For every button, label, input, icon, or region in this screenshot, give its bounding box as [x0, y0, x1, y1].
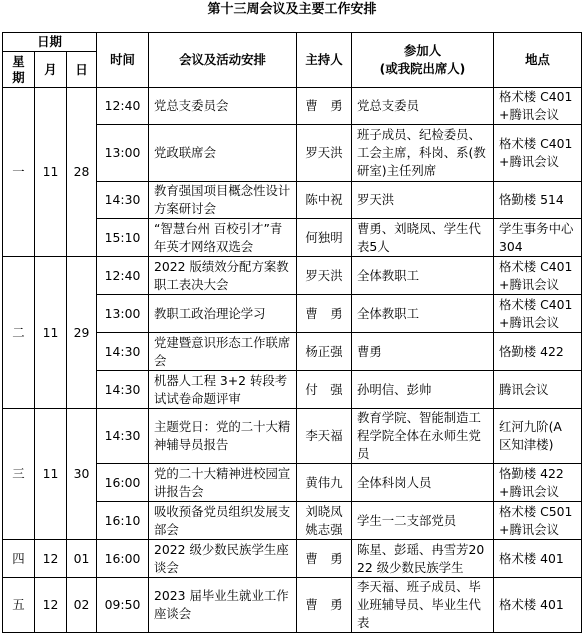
time-cell: 13:00 — [97, 295, 149, 333]
time-cell: 16:00 — [97, 464, 149, 502]
time-cell: 16:10 — [97, 502, 149, 540]
header-meeting: 会议及活动安排 — [149, 33, 297, 88]
location-cell: 格术楼 C401+腾讯会议 — [494, 295, 582, 333]
weekday-cell: 一 — [3, 88, 35, 257]
header-week-text: 星期 — [12, 53, 25, 85]
meeting-cell: 吸收预备党员组织发展支部会 — [149, 502, 297, 540]
header-attendees-main: 参加人 — [403, 43, 442, 58]
meeting-cell: 主题党日：党的二十大精神辅导员报告 — [149, 409, 297, 464]
time-cell: 15:10 — [97, 219, 149, 257]
meeting-cell: 2023 届毕业生就业工作座谈会 — [149, 578, 297, 633]
attendees-cell: 曹勇 — [352, 333, 494, 371]
header-week — [3, 52, 35, 88]
time-cell: 14:30 — [97, 371, 149, 409]
host-cell: 曹 勇 — [297, 578, 352, 633]
location-cell: 格术楼 401 — [494, 540, 582, 578]
host-cell: 罗天洪 — [297, 125, 352, 182]
attendees-cell: 罗天洪 — [352, 182, 494, 219]
host-cell: 杨正强 — [297, 333, 352, 371]
location-cell: 恪勤楼 514 — [494, 182, 582, 219]
host-cell: 黄伟九 — [297, 464, 352, 502]
location-cell: 格术楼 C401+腾讯会议 — [494, 88, 582, 125]
location-cell: 学生事务中心 304 — [494, 219, 582, 257]
time-cell: 14:30 — [97, 333, 149, 371]
meeting-cell: 党建暨意识形态工作联席会 — [149, 333, 297, 371]
host-cell: 曹 勇 — [297, 295, 352, 333]
host-cell: 付 强 — [297, 371, 352, 409]
time-cell: 09:50 — [97, 578, 149, 633]
table-row — [3, 409, 582, 464]
location-cell: 恪勤楼 422+腾讯会议 — [494, 464, 582, 502]
time-cell: 12:40 — [97, 257, 149, 295]
header-location: 地点 — [494, 33, 582, 88]
time-cell: 13:00 — [97, 125, 149, 182]
attendees-cell: 陈星、彭瑶、冉雪芳2022 级少数民族学生 — [352, 540, 494, 578]
host-cell: 曹 勇 — [297, 88, 352, 125]
day-cell: 28 — [67, 88, 97, 257]
time-cell: 16:00 — [97, 540, 149, 578]
month-cell: 12 — [35, 578, 67, 633]
location-cell: 格术楼 C401+腾讯会议 — [494, 125, 582, 182]
meeting-cell: 2022 版绩效分配方案教职工表决大会 — [149, 257, 297, 295]
weekday-cell: 三 — [3, 409, 35, 540]
header-host: 主持人 — [297, 33, 352, 88]
day-cell: 30 — [67, 409, 97, 540]
attendees-cell: 全体教职工 — [352, 257, 494, 295]
attendees-cell: 学生一二支部党员 — [352, 502, 494, 540]
header-attendees — [352, 33, 494, 88]
location-cell: 恪勤楼 422 — [494, 333, 582, 371]
header-date: 日期 — [3, 33, 97, 52]
host-cell: 李天福 — [297, 409, 352, 464]
schedule-table — [2, 32, 582, 633]
table-row — [3, 578, 582, 633]
location-cell: 腾讯会议 — [494, 371, 582, 409]
time-cell: 12:40 — [97, 88, 149, 125]
header-row-1 — [3, 33, 582, 52]
month-cell: 12 — [35, 540, 67, 578]
location-cell: 红河九阶(A 区知津楼) — [494, 409, 582, 464]
location-cell: 格术楼 401 — [494, 578, 582, 633]
header-month: 月 — [35, 52, 67, 88]
header-time: 时间 — [97, 33, 149, 88]
weekday-cell: 五 — [3, 578, 35, 633]
weekday-cell: 二 — [3, 257, 35, 409]
day-cell: 01 — [67, 540, 97, 578]
attendees-cell: 教育学院、智能制造工程学院全体在永师生党员 — [352, 409, 494, 464]
meeting-cell: 机器人工程 3+2 转段考试试卷命题评审 — [149, 371, 297, 409]
header-day: 日 — [67, 52, 97, 88]
attendees-cell: 班子成员、纪检委员、工会主席，科岗、系(教研室)主任列席 — [352, 125, 494, 182]
location-cell: 格术楼 C501+腾讯会议 — [494, 502, 582, 540]
meeting-cell: “智慧台州 百校引才”青年英才网络双选会 — [149, 219, 297, 257]
time-cell: 14:30 — [97, 182, 149, 219]
attendees-cell: 党总支委员 — [352, 88, 494, 125]
page-title: 第十三周会议及主要工作安排 — [207, 2, 377, 17]
attendees-cell: 孙明信、彭帅 — [352, 371, 494, 409]
time-cell: 14:30 — [97, 409, 149, 464]
month-cell: 11 — [35, 409, 67, 540]
attendees-cell: 全体科岗人员 — [352, 464, 494, 502]
meeting-cell: 党的二十大精神进校园宣讲报告会 — [149, 464, 297, 502]
meeting-cell: 2022 级少数民族学生座谈会 — [149, 540, 297, 578]
meeting-cell: 党总支委员会 — [149, 88, 297, 125]
attendees-cell: 曹勇、刘晓凤、学生代表5人 — [352, 219, 494, 257]
day-cell: 02 — [67, 578, 97, 633]
table-row — [3, 540, 582, 578]
header-attendees-sub: (或我院出席人) — [379, 61, 466, 76]
month-cell: 11 — [35, 257, 67, 409]
location-cell: 格术楼 C401+腾讯会议 — [494, 257, 582, 295]
host-cell: 曹 勇 — [297, 540, 352, 578]
meeting-cell: 教育强国项目概念性设计方案研讨会 — [149, 182, 297, 219]
attendees-cell: 全体教职工 — [352, 295, 494, 333]
table-row — [3, 88, 582, 125]
host-cell: 罗天洪 — [297, 257, 352, 295]
host-cell: 陈中祝 — [297, 182, 352, 219]
meeting-cell: 党政联席会 — [149, 125, 297, 182]
weekday-cell: 四 — [3, 540, 35, 578]
host-cell: 何独明 — [297, 219, 352, 257]
day-cell: 29 — [67, 257, 97, 409]
meeting-cell: 教职工政治理论学习 — [149, 295, 297, 333]
host-cell: 刘晓凤 姚志强 — [297, 502, 352, 540]
month-cell: 11 — [35, 88, 67, 257]
attendees-cell: 李天福、班子成员、毕业班辅导员、毕业生代表 — [352, 578, 494, 633]
table-row — [3, 257, 582, 295]
